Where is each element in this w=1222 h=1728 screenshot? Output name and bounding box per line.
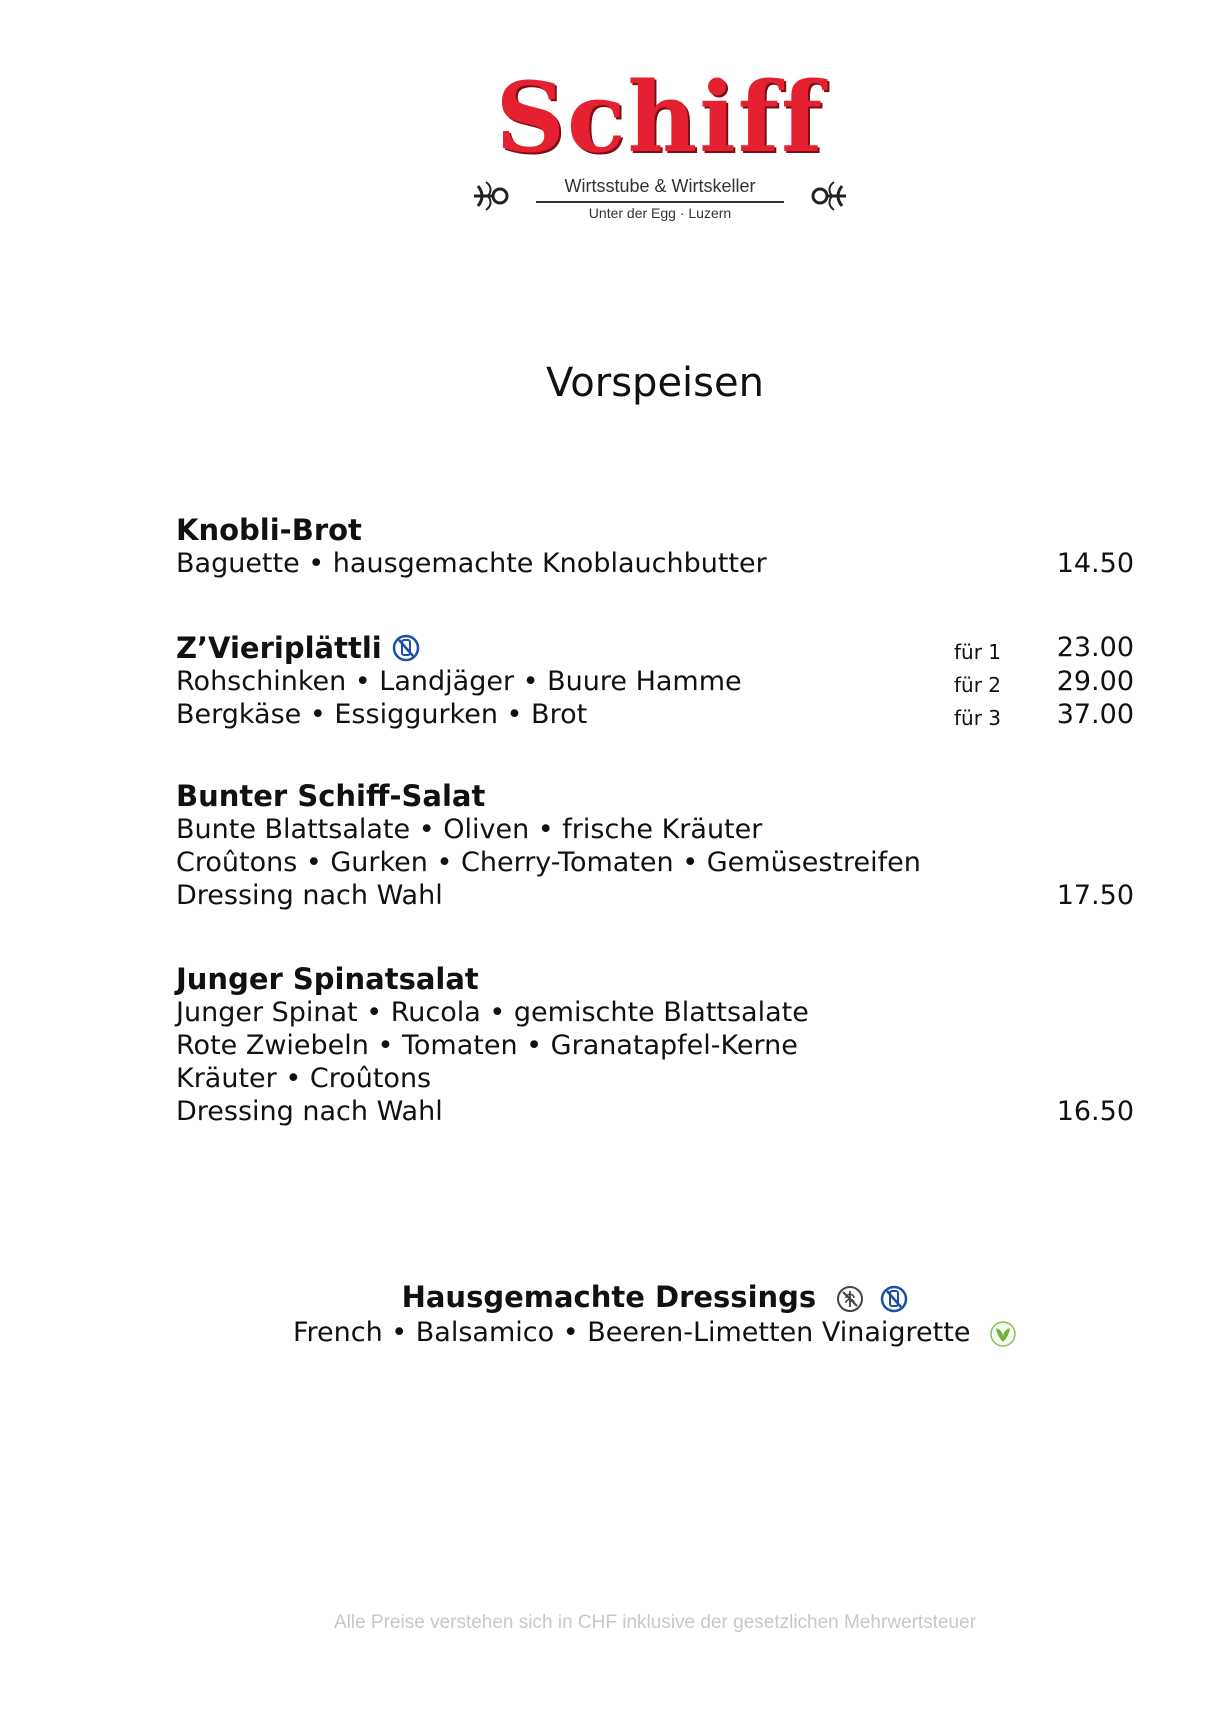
- price-footnote: Alle Preise verstehen sich in CHF inklusive der gesetzlichen Mehrwertsteuer: [333, 1612, 977, 1633]
- section-title: Vorspeisen: [546, 360, 764, 406]
- item-portion: für 2: [954, 673, 1002, 697]
- vegan-icon: [989, 1320, 1017, 1348]
- item-price: 29.00: [1056, 666, 1134, 697]
- item-line: [176, 1029, 1134, 1062]
- item-description: Rohschinken • Landjäger • Buure Hamme: [176, 666, 742, 697]
- item-line: [176, 846, 1134, 879]
- item-line: [176, 665, 1134, 698]
- item-description: Bergkäse • Essiggurken • Brot: [176, 699, 588, 730]
- item-description: Baguette • hausgemachte Knoblauchbutter: [176, 548, 767, 579]
- item-description: Bunte Blattsalate • Oliven • frische Kräuter: [176, 814, 763, 845]
- logo-divider: [536, 201, 784, 203]
- dressings-title: [0, 1280, 1222, 1314]
- item-line: [176, 547, 1134, 580]
- item-name: Z’Vieriplättli: [176, 631, 382, 665]
- item-description: Dressing nach Wahl: [176, 880, 443, 911]
- menu-item: [176, 631, 1134, 731]
- restaurant-logo: [470, 61, 850, 238]
- item-description: Rote Zwiebeln • Tomaten • Granatapfel-Kerne: [176, 1030, 798, 1061]
- ornament-right-icon: [806, 176, 850, 216]
- menu-item: [176, 962, 1134, 1128]
- item-line: [176, 698, 1134, 731]
- dressings-title-text: Hausgemachte Dressings: [401, 1280, 817, 1314]
- item-name: Junger Spinatsalat: [176, 962, 479, 996]
- lactose-free-icon: [392, 634, 420, 662]
- dressings-list: [0, 1316, 1222, 1350]
- item-price: 17.50: [1056, 880, 1134, 911]
- logo-wordmark: Schiff: [495, 61, 825, 174]
- logo-subtitle: Wirtsstube & Wirtskeller: [564, 176, 756, 196]
- item-line: [176, 1095, 1134, 1128]
- item-description: Croûtons • Gurken • Cherry-Tomaten • Gemüsestreifen: [176, 847, 921, 878]
- item-line: [176, 813, 1134, 846]
- item-portion: für 1: [954, 640, 1002, 664]
- item-portion: für 3: [954, 706, 1002, 730]
- item-description: Dressing nach Wahl: [176, 1096, 443, 1127]
- ornament-left-icon: [470, 176, 514, 216]
- item-price: 16.50: [1056, 1096, 1134, 1127]
- logo-location: Unter der Egg · Luzern: [588, 205, 732, 221]
- item-price: 14.50: [1056, 548, 1134, 579]
- gluten-free-icon: [836, 1285, 864, 1313]
- item-price: 23.00: [1056, 632, 1134, 663]
- menu-item: [176, 779, 1134, 912]
- item-name: Knobli-Brot: [176, 513, 362, 547]
- item-line: [176, 631, 1134, 665]
- item-line: [176, 1062, 1134, 1095]
- item-line: [176, 879, 1134, 912]
- item-name: Bunter Schiff-Salat: [176, 779, 486, 813]
- lactose-free-icon: [880, 1285, 908, 1313]
- item-line: [176, 996, 1134, 1029]
- item-description: Kräuter • Croûtons: [176, 1063, 432, 1094]
- item-price: 37.00: [1056, 699, 1134, 730]
- item-description: Junger Spinat • Rucola • gemischte Blattsalate: [176, 997, 809, 1028]
- menu-item: [176, 513, 1134, 580]
- dressings-list-text: French • Balsamico • Beeren-Limetten Vinaigrette: [292, 1317, 971, 1348]
- item-name-wrap: [176, 631, 420, 665]
